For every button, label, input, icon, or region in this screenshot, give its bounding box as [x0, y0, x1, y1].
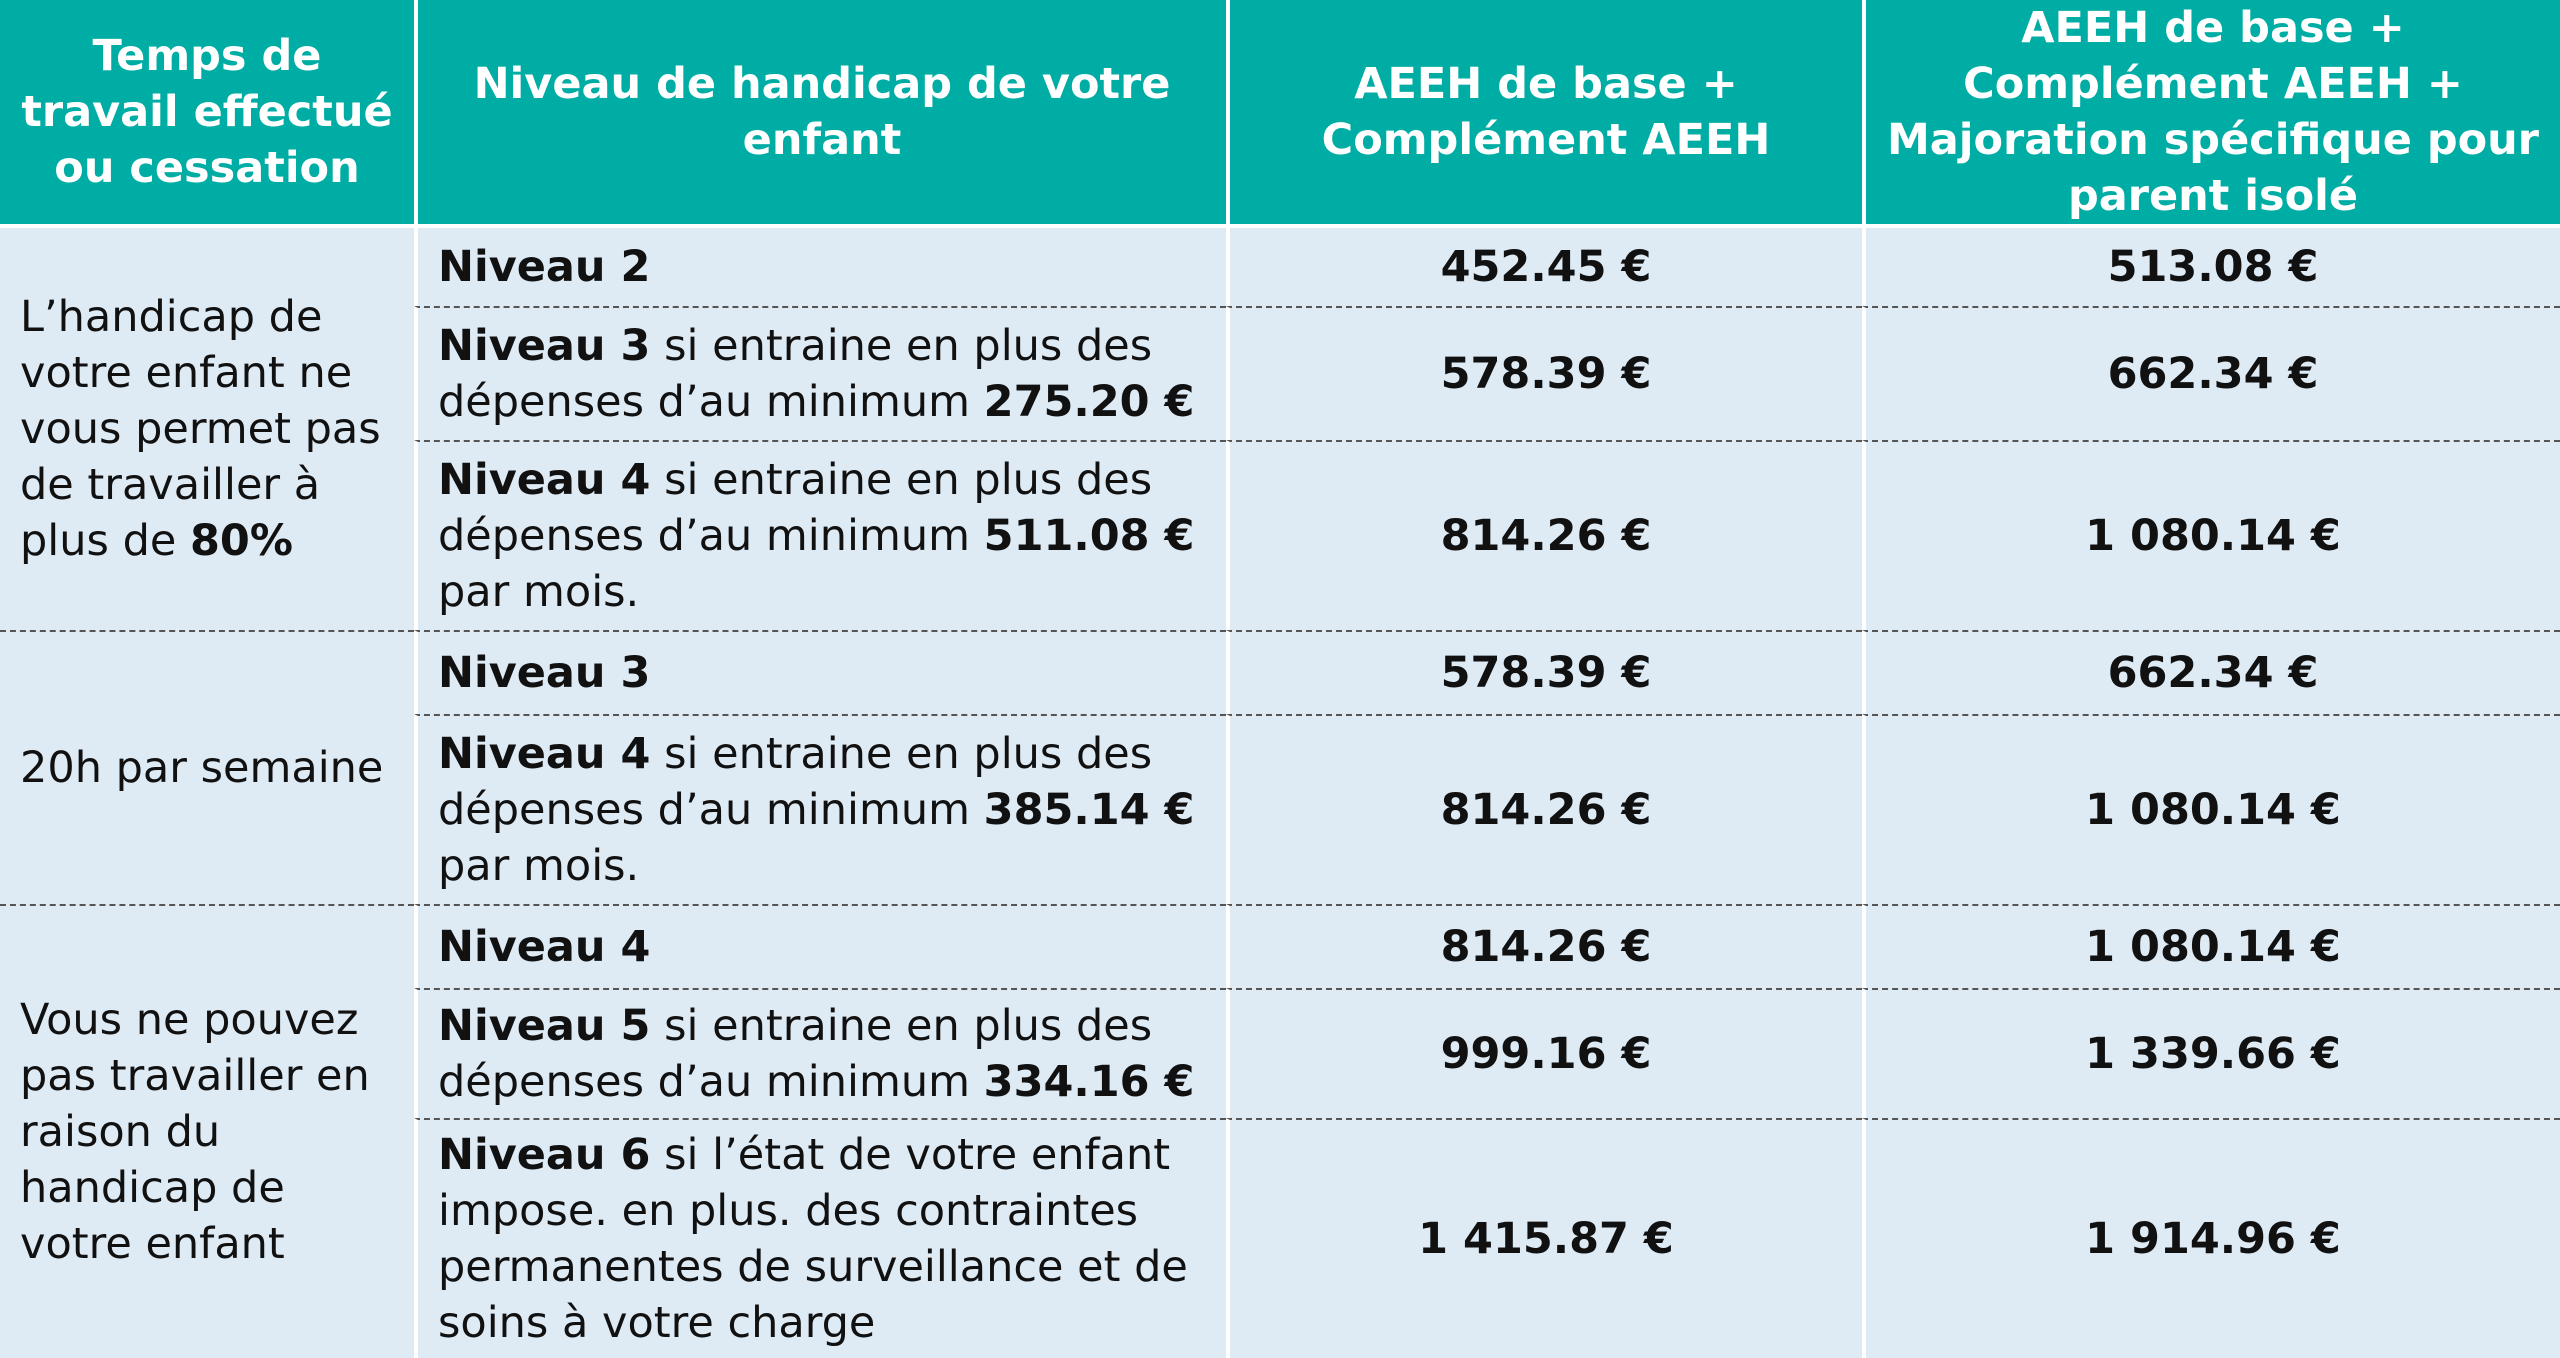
work-time-cell	[0, 224, 414, 630]
work-time-label: 20h par semaine	[20, 743, 384, 793]
level-desc-end: par mois.	[438, 567, 640, 617]
level-cell	[414, 630, 1226, 714]
level-desc: si entraine en plus des dépenses d’au minimum	[438, 455, 1153, 561]
majoration-amount: 1 914.96 €	[1862, 1118, 2560, 1358]
level-cell	[414, 224, 1226, 306]
level-name: Niveau 4	[438, 455, 651, 505]
base-amount: 814.26 €	[1226, 714, 1862, 904]
level-cell	[414, 988, 1226, 1118]
work-time-label-bold: 80%	[189, 516, 293, 566]
level-min-amount: 334.16 €	[983, 1057, 1195, 1107]
base-amount: 814.26 €	[1226, 440, 1862, 630]
table-row	[0, 224, 2560, 306]
work-time-label: Vous ne pouvez pas travailler en raison du handicap de votre enfant	[20, 995, 370, 1269]
level-name: Niveau 4	[438, 922, 651, 972]
level-desc: si entraine en plus des dépenses d’au minimum	[438, 321, 1153, 427]
majoration-amount: 1 080.14 €	[1862, 714, 2560, 904]
level-cell	[414, 714, 1226, 904]
base-amount: 578.39 €	[1226, 630, 1862, 714]
majoration-amount: 1 080.14 €	[1862, 904, 2560, 988]
level-cell	[414, 440, 1226, 630]
work-time-cell	[0, 630, 414, 904]
level-name: Niveau 2	[438, 242, 651, 292]
majoration-amount: 513.08 €	[1862, 224, 2560, 306]
header-handicap-level: Niveau de handicap de votre enfant	[414, 0, 1226, 224]
level-name: Niveau 3	[438, 648, 651, 698]
majoration-amount: 1 339.66 €	[1862, 988, 2560, 1118]
work-time-cell	[0, 904, 414, 1358]
header-row	[0, 0, 2560, 224]
base-amount: 578.39 €	[1226, 306, 1862, 440]
level-desc: si l’état de votre enfant impose. en plus. des contraintes permanentes de surveillance et de soins à votre charge	[438, 1130, 1188, 1348]
header-base-complement-majoration: AEEH de base + Complément AEEH + Majoration spécifique pour parent isolé	[1862, 0, 2560, 224]
level-name: Niveau 5	[438, 1001, 651, 1051]
base-amount: 452.45 €	[1226, 224, 1862, 306]
level-name: Niveau 4	[438, 729, 651, 779]
base-amount: 1 415.87 €	[1226, 1118, 1862, 1358]
work-time-label: L’handicap de votre enfant ne vous permet pas de travailler à plus de	[20, 292, 381, 566]
header-base-complement: AEEH de base + Complément AEEH	[1226, 0, 1862, 224]
level-name: Niveau 6	[438, 1130, 651, 1180]
header-work-time: Temps de travail effectué ou cessation	[0, 0, 414, 224]
level-cell	[414, 306, 1226, 440]
level-name: Niveau 3	[438, 321, 651, 371]
table-row	[0, 630, 2560, 714]
level-cell	[414, 904, 1226, 988]
base-amount: 999.16 €	[1226, 988, 1862, 1118]
majoration-amount: 1 080.14 €	[1862, 440, 2560, 630]
level-min-amount: 385.14 €	[983, 785, 1195, 835]
level-desc-end: par mois.	[438, 841, 640, 891]
base-amount: 814.26 €	[1226, 904, 1862, 988]
level-desc: si entraine en plus des dépenses d’au minimum	[438, 1001, 1153, 1107]
level-cell	[414, 1118, 1226, 1358]
level-min-amount: 275.20 €	[983, 377, 1195, 427]
majoration-amount: 662.34 €	[1862, 306, 2560, 440]
level-desc: si entraine en plus des dépenses d’au minimum	[438, 729, 1153, 835]
level-min-amount: 511.08 €	[983, 511, 1195, 561]
majoration-amount: 662.34 €	[1862, 630, 2560, 714]
table-row	[0, 904, 2560, 988]
